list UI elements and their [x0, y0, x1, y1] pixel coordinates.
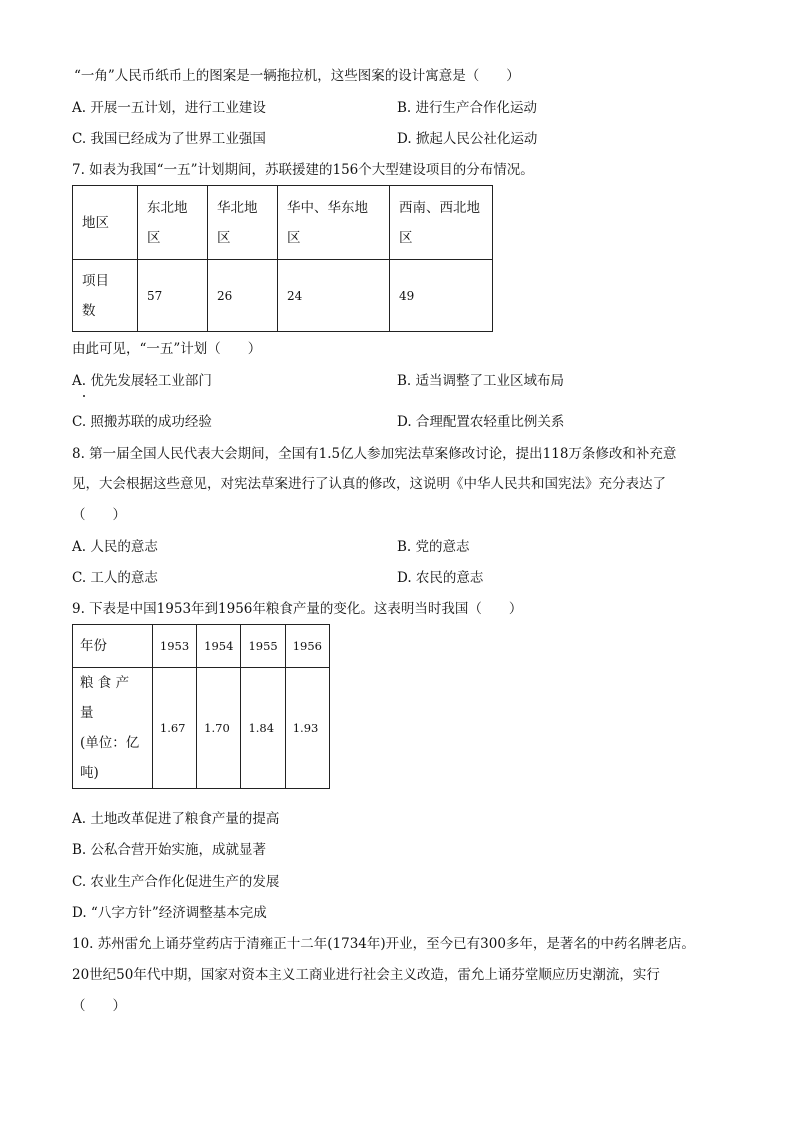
q7-value-central-east: 24: [278, 260, 390, 332]
q7-table-header-row: [73, 186, 493, 260]
q9-grain-table: [72, 624, 330, 789]
q7-option-a[interactable]: A. 优先发展轻工业部门: [72, 373, 212, 389]
q9-value-1956: 1.93: [285, 668, 329, 789]
q10-stem-line-1: 10. 苏州雷允上诵芬堂药店于清雍正十二年(1734年)开业，至今已有300多年，是著名的中药名牌老店。: [72, 936, 695, 952]
q9-year-1955: 1955: [241, 625, 285, 668]
q9-year-1953: 1953: [152, 625, 196, 668]
q9-year-1956: 1956: [285, 625, 329, 668]
q7-header-southwest-northwest: 西南、西北地 区: [390, 186, 493, 260]
q9-header-year: 年份: [73, 625, 153, 668]
q6-option-c[interactable]: C. 我国已经成为了世界工业强国: [72, 131, 266, 147]
q9-year-1954: 1954: [197, 625, 241, 668]
q9-option-c[interactable]: C. 农业生产合作化促进生产的发展: [72, 874, 280, 890]
q9-option-d[interactable]: D. “八字方针”经济调整基本完成: [72, 905, 267, 921]
q9-table-header-row: [73, 625, 330, 668]
q8-stem-line-2: 见，大会根据这些意见，对宪法草案进行了认真的修改，这说明《中华人民共和国宪法》充分表达了: [72, 476, 666, 492]
q7-table-data-row: [73, 260, 493, 332]
q7-header-north: 华北地 区: [208, 186, 278, 260]
q7-follow-up: 由此可见，“一五”计划（ ）: [72, 341, 262, 357]
q7-row-label: 项目 数: [73, 260, 138, 332]
q9-row-label: 粮 食 产 量 (单位：亿 吨): [73, 668, 153, 789]
q9-table-data-row: [73, 668, 330, 789]
q7-value-northeast: 57: [138, 260, 208, 332]
q7-value-north: 26: [208, 260, 278, 332]
q7-value-southwest-northwest: 49: [390, 260, 493, 332]
q7-option-d[interactable]: D. 合理配置农轻重比例关系: [397, 414, 565, 430]
q9-value-1955: 1.84: [241, 668, 285, 789]
q8-option-d[interactable]: D. 农民的意志: [397, 570, 484, 586]
q10-answer-blank: （ ）: [72, 998, 126, 1014]
q10-stem-line-2: 20世纪50年代中期，国家对资本主义工商业进行社会主义改造，雷允上诵芬堂顺应历史潮流，实行: [72, 967, 660, 983]
q7-option-b[interactable]: B. 适当调整了工业区域布局: [397, 373, 565, 389]
q8-option-a[interactable]: A. 人民的意志: [72, 539, 158, 555]
q7-option-c[interactable]: C. 照搬苏联的成功经验: [72, 414, 212, 430]
q9-value-1954: 1.70: [197, 668, 241, 789]
q8-answer-blank: （ ）: [72, 507, 126, 523]
q7-stem: 7. 如表为我国“一五”计划期间，苏联援建的156个大型建设项目的分布情况。: [72, 162, 534, 178]
q6-option-d[interactable]: D. 掀起人民公社化运动: [397, 131, 538, 147]
q9-value-1953: 1.67: [152, 668, 196, 789]
q6-stem: “一角”人民币纸币上的图案是一辆拖拉机，这些图案的设计寓意是（ ）: [74, 68, 520, 84]
q9-stem: 9. 下表是中国1953年到1956年粮食产量的变化。这表明当时我国（ ）: [72, 601, 523, 617]
q7-project-table: [72, 185, 493, 332]
q7-header-central-east: 华中、华东地 区: [278, 186, 390, 260]
q7-header-region: 地区: [73, 186, 138, 260]
stray-dot-mark: [83, 395, 85, 397]
q9-option-b[interactable]: B. 公私合营开始实施，成就显著: [72, 842, 267, 858]
q8-option-c[interactable]: C. 工人的意志: [72, 570, 158, 586]
q8-option-b[interactable]: B. 党的意志: [397, 539, 470, 555]
q9-option-a[interactable]: A. 土地改革促进了粮食产量的提高: [72, 811, 280, 827]
q8-stem-line-1: 8. 第一届全国人民代表大会期间，全国有1.5亿人参加宪法草案修改讨论，提出118万条修改和补充意: [72, 446, 677, 462]
q6-option-b[interactable]: B. 进行生产合作化运动: [397, 100, 538, 116]
q6-option-a[interactable]: A. 开展一五计划，进行工业建设: [72, 100, 266, 116]
q7-header-northeast: 东北地 区: [138, 186, 208, 260]
